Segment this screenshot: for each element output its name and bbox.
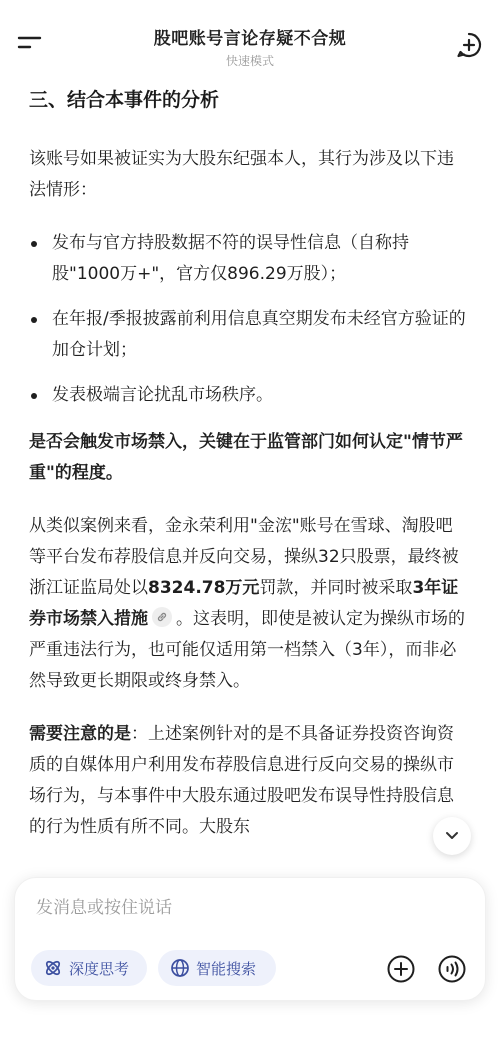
new-chat-button[interactable] xyxy=(455,31,483,59)
note-label: 需要注意的是 xyxy=(29,724,131,744)
smart-search-toggle[interactable] xyxy=(158,950,276,986)
case-paragraph xyxy=(29,511,469,697)
message-composer xyxy=(14,877,486,1001)
section-heading: 三、结合本事件的分析 xyxy=(29,89,220,111)
conversation-title[interactable]: 股吧账号言论存疑不合规 xyxy=(153,29,347,49)
voice-wave-icon xyxy=(437,954,467,984)
intro-paragraph: 该账号如果被证实为大股东纪强本人，其行为涉及以下违法情形： xyxy=(29,149,454,200)
mode-label: 快速模式 xyxy=(225,54,274,68)
scroll-to-bottom-button[interactable] xyxy=(433,817,471,855)
plus-circle-icon xyxy=(386,954,416,984)
top-bar xyxy=(0,0,500,76)
globe-icon xyxy=(170,958,190,978)
link-icon xyxy=(156,611,168,623)
case-text: 罚款，并同时被采取 xyxy=(259,578,413,598)
deep-think-label: 深度思考 xyxy=(69,959,130,978)
new-chat-icon xyxy=(455,31,483,59)
smart-search-label: 智能搜索 xyxy=(196,959,257,978)
note-text: ：上述案例针对的是不具备证券投资咨询资质的自媒体用户利用发布荐股信息进行反向交易的操纵市场行为，与本事件中大股东通过股吧发布误导性持股信息的行为性质有所不同。大股东 xyxy=(29,724,454,837)
market-ban-term: 3年证券市场禁入措施 xyxy=(29,578,459,629)
answer-content xyxy=(0,76,500,876)
list-item: 在年报/季报披露前利用信息真空期发布未经官方验证的加仓计划； xyxy=(29,304,469,366)
case-text: 从类似案例来看，金永荣利用"金浤"账号在雪球、淘股吧等平台发布荐股信息并反向交易，操纵32只股票，最终被浙江证监局处以 xyxy=(29,516,459,598)
violation-list xyxy=(29,228,469,411)
list-item: 发表极端言论扰乱市场秩序。 xyxy=(29,380,469,411)
fine-amount: 8324.78万元 xyxy=(148,578,260,598)
source-link-button[interactable] xyxy=(152,607,172,627)
key-point-paragraph: 是否会触发市场禁入，关键在于监管部门如何认定"情节严重"的程度。 xyxy=(29,432,463,483)
atom-icon xyxy=(43,958,63,978)
list-item: 发布与官方持股数据不符的误导性信息（自称持股"1000万+"，官方仅896.29万股）； xyxy=(29,228,469,290)
case-text: 。这表明，即使是被认定为操纵市场的严重违法行为，也可能仅适用第一档禁入（3年），而非必然导致更长期限或终身禁入。 xyxy=(29,609,465,691)
note-paragraph xyxy=(29,719,469,843)
voice-input-button[interactable] xyxy=(437,954,467,984)
message-input[interactable] xyxy=(36,895,456,921)
add-attachment-button[interactable] xyxy=(386,954,416,984)
chevron-down-icon xyxy=(445,830,459,842)
deep-think-toggle[interactable] xyxy=(31,950,147,986)
title-block xyxy=(0,24,500,69)
